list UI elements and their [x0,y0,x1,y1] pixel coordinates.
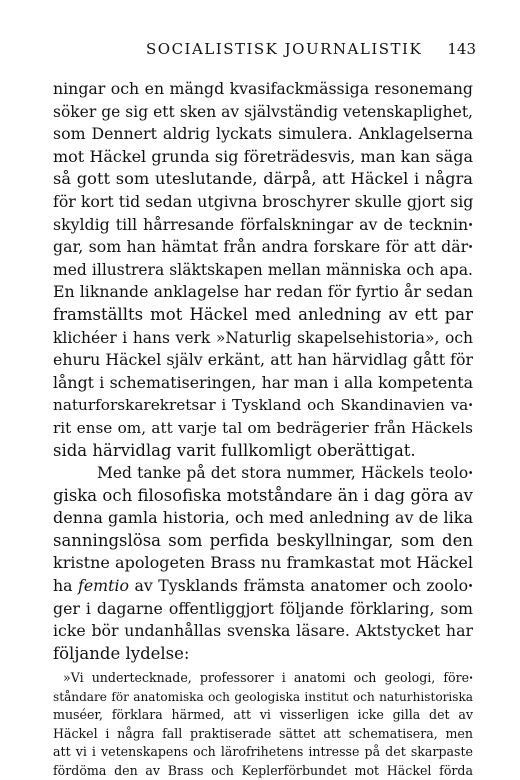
text-line: långt i schematiseringen, har man i alla kompetenta [53,372,473,392]
running-head: SOCIALISTISK JOURNALISTIK [146,40,423,58]
page-header [56,40,476,62]
text-line: skyldig till hårresande förfalskningar av de teckninꞏ [53,214,473,234]
paragraph-first-line: Med tanke på det stora nummer, Häckels teoloꞏ [97,464,473,483]
quote-line: att vi i vetenskapens och lärofrihetens intresse på det skarpaste [53,744,473,760]
text-line: ger i dagarne offentliggjort följande förklaring, som [53,598,473,618]
text-line: ningar och en mängd kvasifackmässiga resonemang [53,79,473,98]
text-line: giska och filosofiska motståndare än i dag göra av [53,485,473,505]
quote-line: »Vi undertecknade, professorer i anatomi och geologi, föreꞏ [63,670,473,686]
text-fragment: av Tysklands främsta anatomer och zooloꞏ [134,576,473,596]
text-line: följande lydelse: [53,643,190,663]
block-quote [53,669,473,780]
quote-line: muséer, förklara härmed, att vi visserligen icke gilla det av [53,707,473,723]
text-line: så gott som uteslutande, därpå, att Häckel i några [53,169,473,189]
text-line: mot Häckel grunda sig företrädesvis, man kan säga [53,146,473,166]
text-line: framställts mot Häckel med anledning av ett par [53,304,473,324]
text-line: för kort tid sedan utgivna broschyrer skulle gjort sig [53,191,474,211]
page-number: 143 [447,40,476,58]
quote-line: ståndare för anatomiska och geologiska institut och naturhistoriska [53,689,473,704]
text-line: klichéer i hans verk »Naturlig skapelsehistoria», och [53,328,473,347]
text-line: sanningslösa som perfida beskyllningar, som den [53,530,473,550]
italic-word: femtio [78,576,129,596]
text-line: naturforskarekretsar i Tyskland och Skandinavien vaꞏ [53,396,473,415]
text-line: icke bör undanhållas svenska läsare. Aktstycket har [53,621,473,641]
quote-line: fördöma den av Brass och Keplerförbundet mot Häckel förda [53,762,473,778]
text-line: sida härvidlag varit fullkomligt oberättigat. [53,440,416,460]
text-line: En liknande anklagelse har redan för fyrtio år sedan [53,282,473,302]
text-line: rit ense om, att varje tal om bedrägerier från Häckels [53,418,473,437]
text-line: med illustrera släktskapen mellan människa och apa. [53,260,473,279]
text-line: ehuru Häckel själv erkänt, att han härvidlag gått för [53,350,473,370]
quote-line: Häckel i några fall praktiserade sättet att schematisera, men [53,725,473,741]
text-line: kristne apologeten Brass nu framkastat mot Häckel [53,553,473,573]
body-text [53,78,473,780]
text-line-with-italic [53,575,473,598]
text-line: gar, som han hämtat från andra forskare för att därꞏ [53,237,473,257]
text-line: som Dennert aldrig lyckats simulera. Anklagelserna [53,124,473,144]
text-line: denna gamla historia, och med anledning av de lika [53,508,473,528]
text-line: söker ge sig ett sken av självständig vetenskaplighet, [53,102,473,121]
text-fragment: ha [53,576,73,596]
